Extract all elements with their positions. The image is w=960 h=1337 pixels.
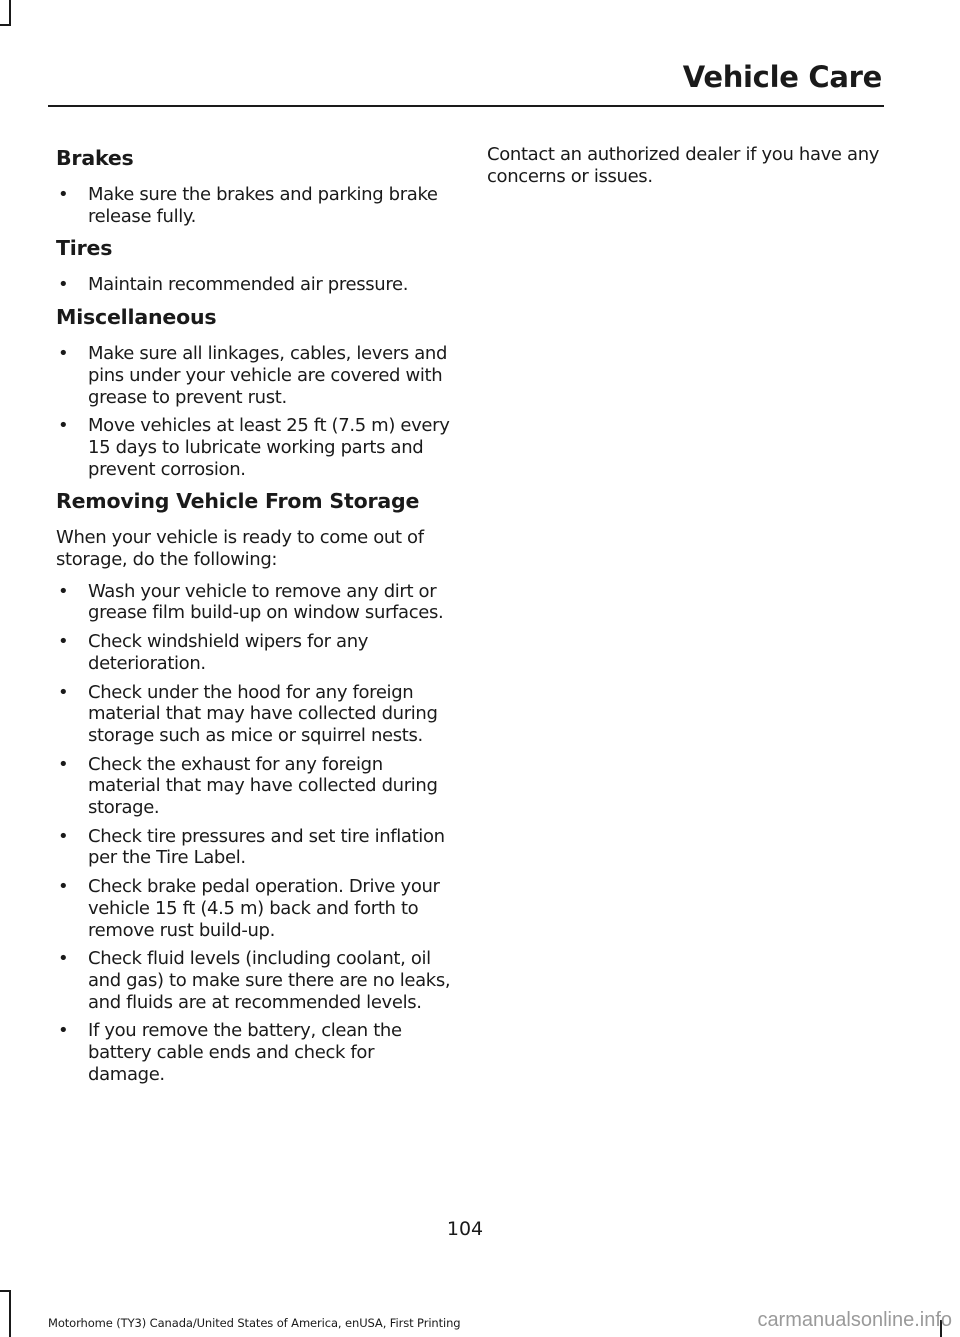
bullet-icon: •: [58, 631, 69, 653]
bullet-icon: •: [58, 825, 69, 847]
list-item: • Check under the hood for any foreign material that may have collected during storage such as mice or squirrel nests.: [58, 681, 438, 746]
list-item: • Make sure all linkages, cables, levers and pins under your vehicle are covered with grease to prevent rust.: [58, 343, 448, 408]
crop-mark-top-left-vertical: [9, 0, 11, 26]
list-item: • Move vehicles at least 25 ft (7.5 m) every 15 days to lubricate working parts and prevent corrosion.: [58, 415, 450, 480]
crop-mark-bottom-left-horizontal: [0, 1290, 11, 1292]
dealer-contact-note: Contact an authorized dealer if you have any concerns or issues.: [487, 144, 880, 187]
bullet-list-brakes: [56, 184, 451, 227]
crop-mark-bottom-left-vertical: [9, 1290, 11, 1337]
list-item: • Maintain recommended air pressure.: [58, 274, 409, 296]
section-heading-removing: Removing Vehicle From Storage: [56, 489, 420, 514]
crop-mark-top-left-horizontal: [0, 24, 11, 26]
bullet-list-removing: [56, 581, 451, 1086]
section-heading-tires: Tires: [56, 236, 113, 261]
page-header-title: Vehicle Care: [682, 60, 882, 94]
section-miscellaneous: [56, 303, 451, 480]
list-item: • Make sure the brakes and parking brake release fully.: [58, 184, 438, 227]
bullet-icon: •: [58, 681, 69, 703]
header-divider: [48, 105, 884, 107]
list-item: • Check windshield wipers for any deterioration.: [58, 631, 369, 674]
list-item: • Wash your vehicle to remove any dirt or grease film build-up on window surfaces.: [58, 580, 444, 624]
list-item: • Check brake pedal operation. Drive your vehicle 15 ft (4.5 m) back and forth to remove rust build-up.: [58, 876, 440, 941]
bullet-icon: •: [58, 274, 69, 296]
bullet-list-miscellaneous: [56, 343, 451, 480]
list-item: • If you remove the battery, clean the battery cable ends and check for damage.: [58, 1020, 402, 1085]
section-heading-miscellaneous: Miscellaneous: [56, 305, 217, 330]
section-intro: When your vehicle is ready to come out of storage, do the following:: [56, 527, 424, 571]
list-item: • Check tire pressures and set tire inflation per the Tire Label.: [58, 825, 445, 869]
watermark: carmanualsonline.info: [757, 1309, 952, 1331]
bullet-icon: •: [58, 948, 69, 970]
list-item: • Check fluid levels (including coolant, oil and gas) to make sure there are no leaks, and fluids are at recommended levels.: [58, 948, 451, 1013]
left-column: [56, 144, 451, 1093]
bullet-icon: •: [58, 580, 69, 602]
bullet-icon: •: [58, 184, 69, 205]
bullet-icon: •: [58, 343, 69, 365]
list-item: • Check the exhaust for any foreign material that may have collected during storage.: [58, 753, 438, 819]
right-column: [487, 144, 882, 197]
publication-footer: Motorhome (TY3) Canada/United States of America, enUSA, First Printing: [48, 1316, 461, 1330]
section-heading-brakes: Brakes: [56, 146, 134, 170]
page-number: 104: [446, 1218, 484, 1240]
section-brakes: [56, 144, 451, 227]
bullet-icon: •: [58, 1020, 69, 1042]
section-tires: [56, 234, 451, 296]
bullet-list-tires: [56, 274, 451, 296]
bullet-icon: •: [58, 753, 69, 775]
bullet-icon: •: [58, 876, 69, 898]
section-removing-from-storage: [56, 487, 451, 1085]
bullet-icon: •: [58, 415, 69, 437]
